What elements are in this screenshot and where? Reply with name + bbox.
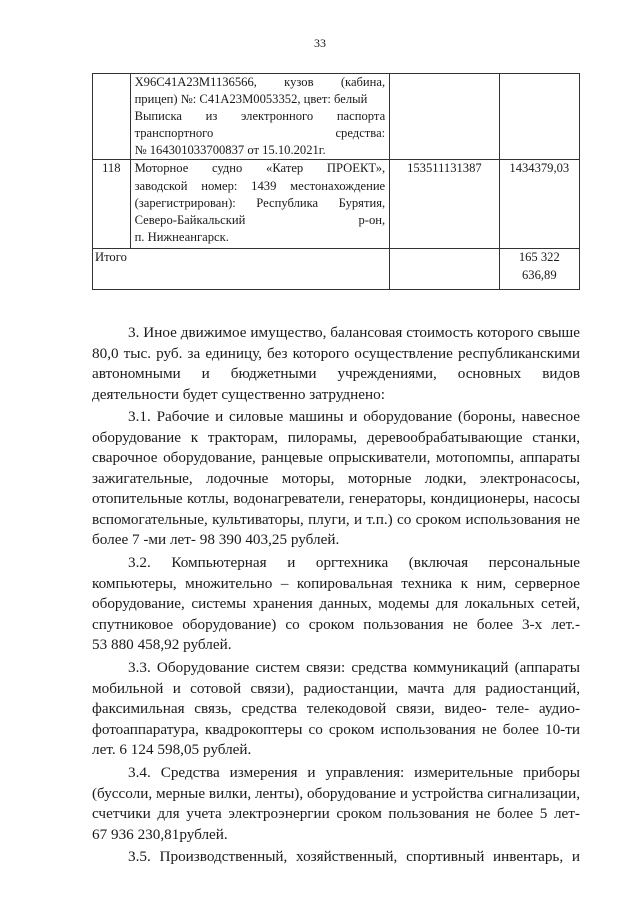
text-line: отопительные котлы, водонагреватели, генераторы, кондиционеры, насосы [92, 490, 580, 508]
total-label: Итого [93, 249, 390, 290]
description-line: Моторное судно «Катер ПРОЕКТ», [134, 161, 386, 176]
row-value-cell: 1434379,03 [499, 160, 579, 249]
description-line: Выписка из электронного паспорта [134, 109, 386, 124]
total-inventory-cell [390, 249, 499, 290]
total-value-cell [499, 249, 579, 290]
description-line: п. Нижнеангарск. [134, 229, 229, 244]
property-table [92, 73, 580, 290]
text-line: 80,0 тыс. руб. за единицу, без которого осуществление республиканскими [92, 344, 580, 362]
document-body [92, 323, 580, 870]
page-number: 33 [314, 36, 326, 50]
description-line: (зарегистрирован): Республика Бурятия, [134, 195, 386, 210]
paragraph-3 [92, 323, 580, 405]
text-line: лет. 6 124 598,05 рублей. [92, 741, 252, 759]
text-line: сварочное оборудование, ранцевые опрыскиватели, мотопомпы, аппараты [92, 449, 580, 467]
text-line: оборудование, системы хранения данных, модемы для локальных сетей, [92, 595, 580, 613]
description-line: транспортного средства: [134, 126, 386, 141]
text-line: 3. Иное движимое имущество, балансовая стоимость которого свыше [128, 324, 580, 341]
paragraph-3-4 [92, 763, 580, 845]
table-total-row [93, 249, 580, 290]
row-value-cell [499, 74, 579, 160]
row-description-cell [130, 74, 390, 160]
text-line: компьютеры, множительно – копировальная техника к ним, серверное [92, 574, 580, 592]
table-row [93, 74, 580, 160]
text-line: мобильной и сотовой связи), радиостанции, мачта для радиостанций, [92, 679, 580, 697]
text-line: 67 936 230,81рублей. [92, 825, 228, 843]
text-line: 53 880 458,92 рублей. [92, 636, 232, 654]
row-number-cell [93, 74, 131, 160]
text-line: фотоаппаратура, квадрокоптеры со сроком использования не более 10-ти [92, 720, 580, 738]
description-line: заводской номер: 1439 местонахождение [134, 178, 386, 193]
text-line: деятельности будет существенно затруднено: [92, 385, 385, 403]
total-value-line: 165 322 [518, 250, 560, 265]
description-line: Северо-Байкальский р-он, [134, 212, 386, 227]
paragraph-3-1 [92, 407, 580, 551]
table-row [93, 160, 580, 249]
text-line: вспомогательные, культиваторы, плуги, и т.п.) со сроком использования не [92, 510, 580, 528]
text-line: оборудование к тракторам, пилорамы, деревообрабатывающие станки, [92, 428, 580, 446]
description-line: прицеп) №: C41A23M0053352, цвет: белый [134, 92, 368, 107]
total-value-line: 636,89 [521, 267, 557, 282]
text-line: более 7 -ми лет- 98 390 403,25 рублей. [92, 531, 340, 549]
text-line: (буссоли, мерные вилки, ленты), оборудование и устройства сигнализации, [92, 784, 580, 802]
description-line: № 164301033700837 от 15.10.2021г. [134, 143, 326, 158]
paragraph-3-5 [92, 847, 580, 868]
text-line: автономными и бюджетными учреждениями, основных видов [92, 365, 580, 382]
description-line: X96C41A23M1136566, кузов (кабина, [134, 75, 386, 89]
paragraph-3-2 [92, 553, 580, 656]
text-line: 3.3. Оборудование систем связи: средства коммуникаций (аппараты [128, 659, 580, 677]
row-inventory-cell [390, 74, 499, 160]
text-line: факсимильная связь, средства телекодовой связи, видео- теле- аудио- [92, 700, 580, 718]
text-line: спутниковое оборудование) со сроком пользования не более 3-х лет.- [92, 615, 580, 633]
text-line: 3.4. Средства измерения и управления: измерительные приборы [128, 764, 580, 782]
text-line: 3.2. Компьютерная и оргтехника (включая персональные [128, 554, 580, 572]
text-line: счетчики для учета электроэнергии сроком пользования не более 5 лет- [92, 805, 580, 823]
text-line: зажигательные, лодочные моторы, моторные лодки, электронасосы, [92, 469, 580, 487]
paragraph-3-3 [92, 658, 580, 761]
row-description-cell [130, 160, 390, 249]
text-line: 3.5. Производственный, хозяйственный, спортивный инвентарь, и [128, 848, 580, 866]
text-line: 3.1. Рабочие и силовые машины и оборудование (бороны, навесное [128, 408, 580, 426]
row-number-cell: 118 [93, 160, 131, 249]
row-inventory-cell: 153511131387 [390, 160, 499, 249]
